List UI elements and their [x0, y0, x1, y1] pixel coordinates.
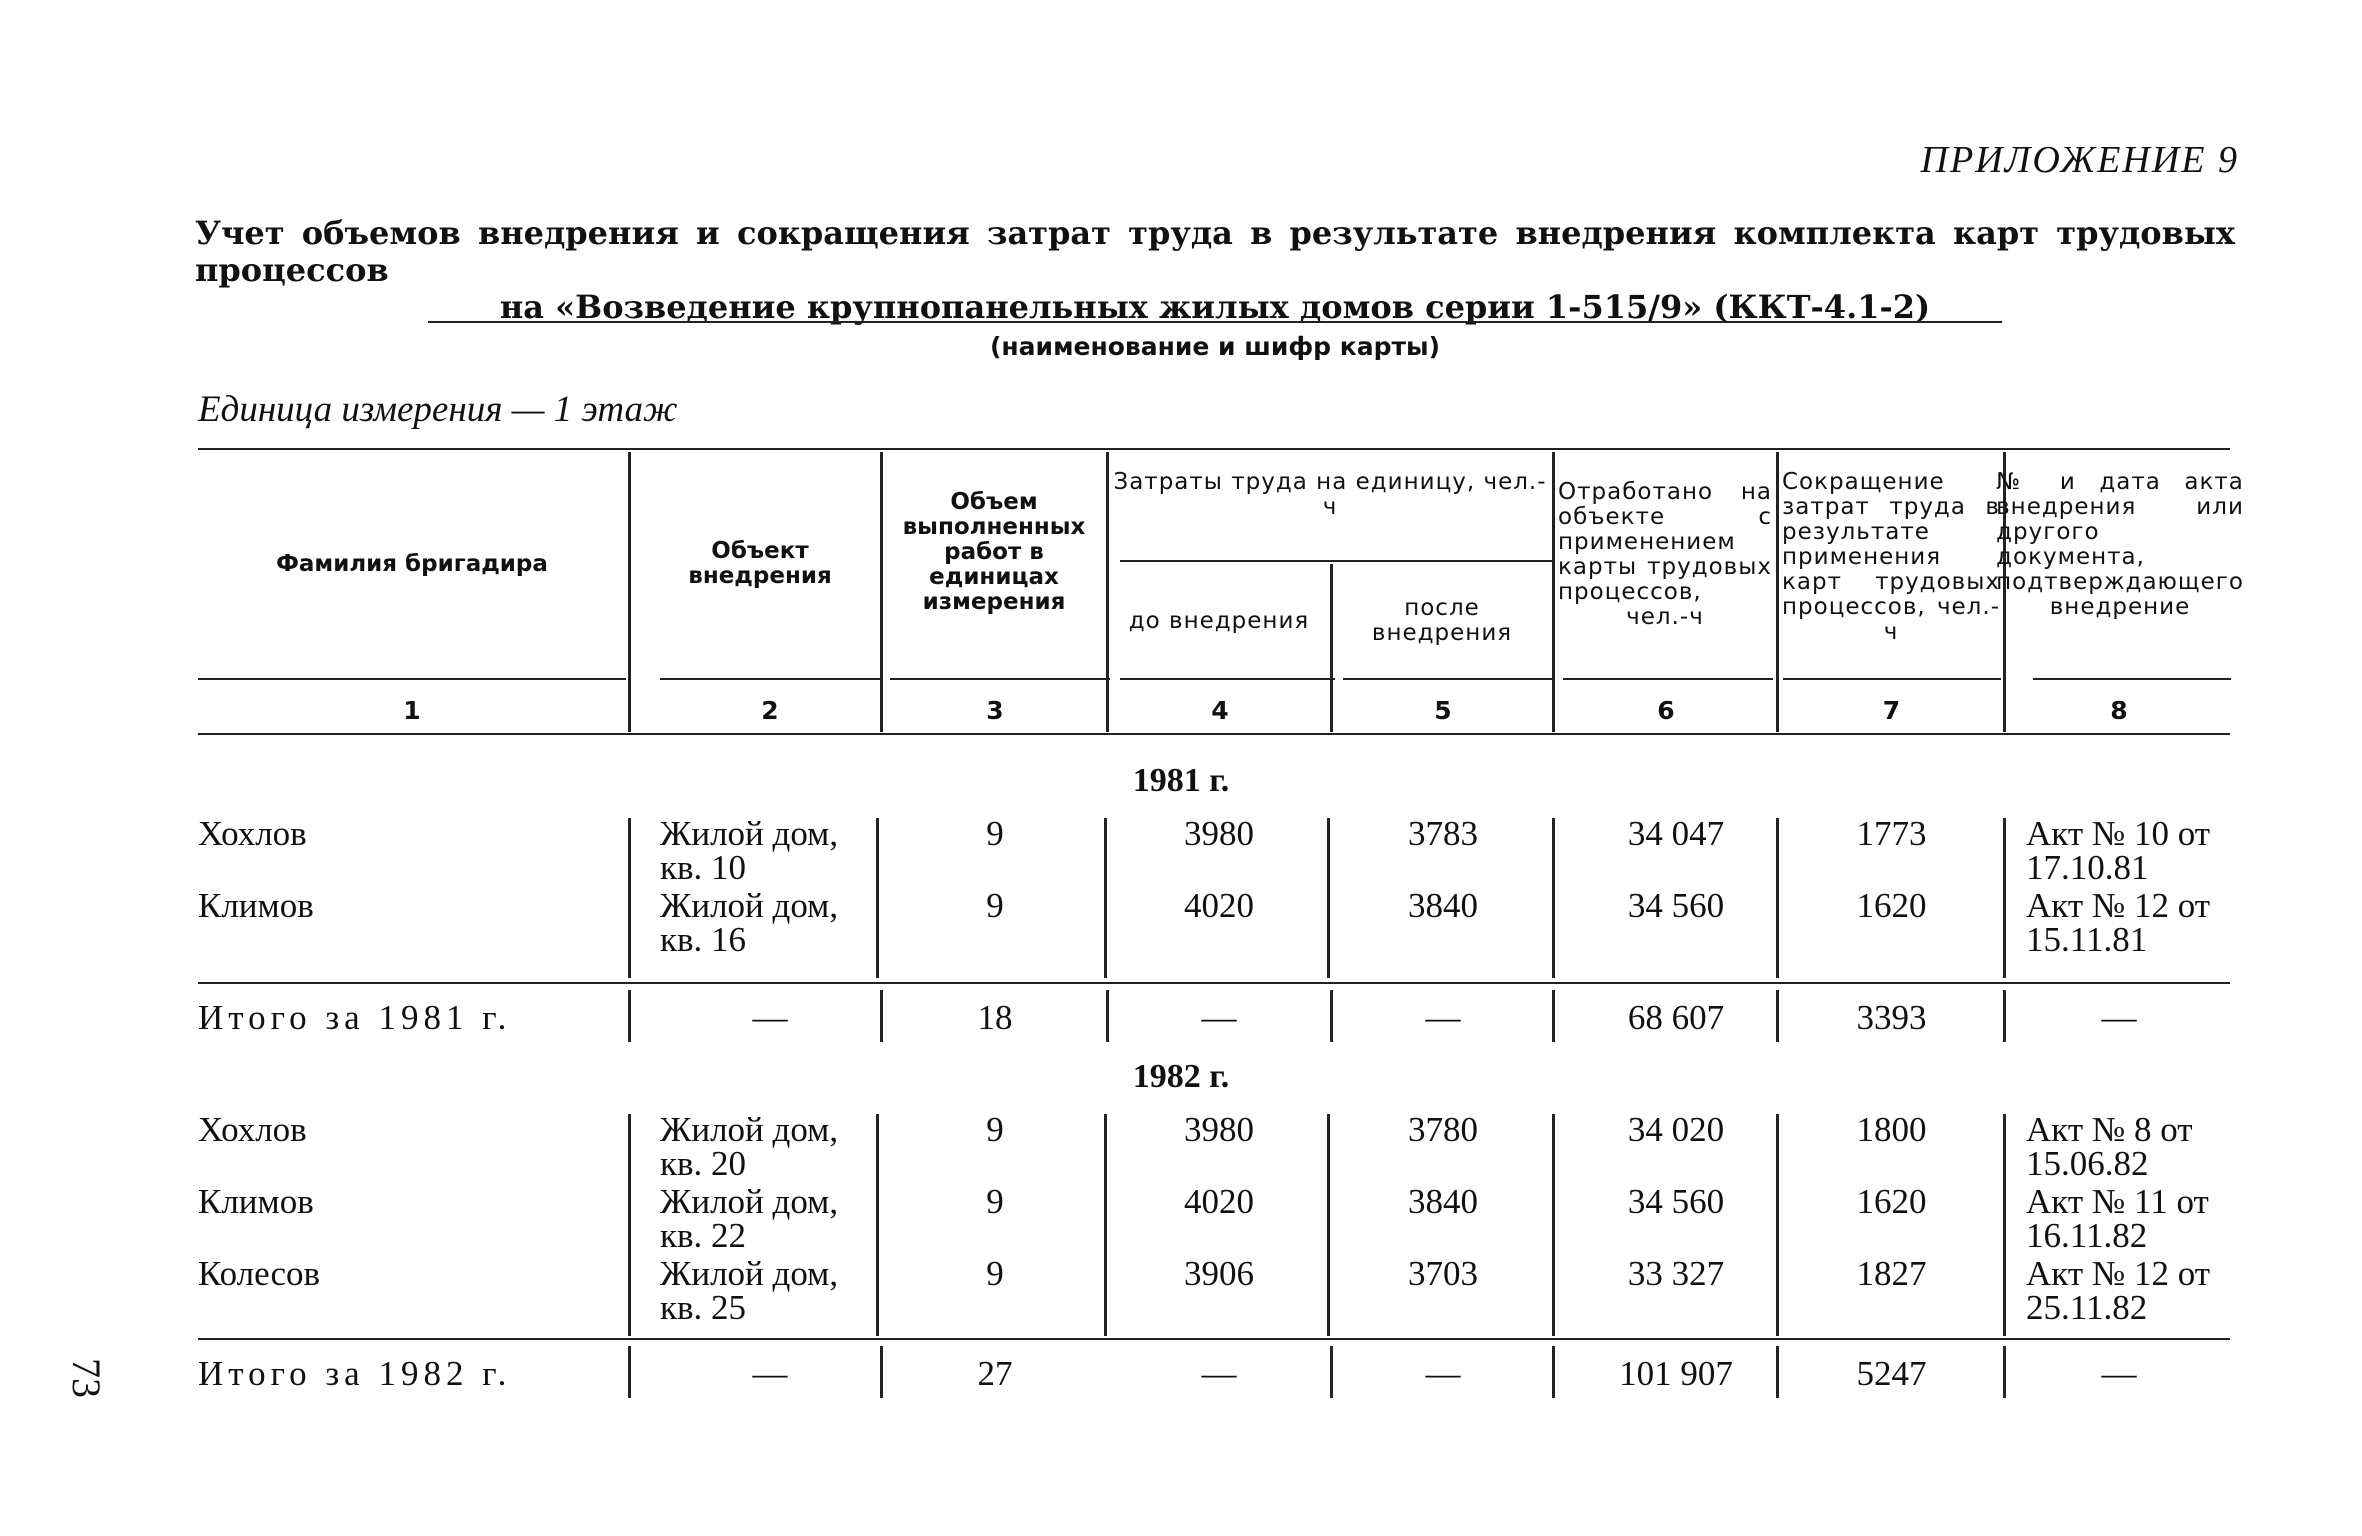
card-name-caption: (наименование и шифр карты) — [989, 332, 1440, 361]
object-line-1: Жилой дом, — [660, 1182, 839, 1221]
worked-value: 34 560 — [1627, 886, 1725, 925]
year-heading: 1981 г. — [1132, 762, 1230, 799]
header-after: после внедрения — [1371, 595, 1513, 646]
header-divider-2 — [880, 452, 883, 732]
page-number: 73 — [64, 1358, 109, 1398]
reduction-value: 1827 — [1856, 1254, 1927, 1293]
act-line-2: 15.06.82 — [2026, 1144, 2149, 1183]
act-line-1: Акт № 11 от — [2026, 1182, 2209, 1221]
total-act: — — [2101, 1354, 2137, 1393]
unit-of-measure: Единица измерения — 1 этаж — [198, 389, 678, 430]
card-name-underline — [428, 321, 2002, 323]
total-divider — [1330, 990, 1333, 1042]
reduction-value: 1800 — [1856, 1110, 1927, 1149]
header-divider-4 — [1330, 564, 1333, 732]
header-divider-6 — [1776, 452, 1779, 732]
header-divider-3 — [1106, 452, 1109, 732]
header-underline-col6 — [1563, 678, 1773, 680]
object-line-1: Жилой дом, — [660, 1110, 839, 1149]
after-value: 3840 — [1408, 886, 1478, 925]
header-underline-col4 — [1120, 678, 1335, 680]
total-label: Итого за 1981 г. — [198, 998, 512, 1037]
header-reduction: Сокращение затрат труда в результате применения карт трудовых процессов, чел.-ч — [1782, 469, 2000, 645]
object-line-2: кв. 25 — [660, 1288, 747, 1327]
foreman-name: Климов — [198, 1182, 314, 1221]
header-worked: Отработано на объекте с применением карты трудовых процессов, чел.-ч — [1558, 479, 1772, 630]
act-line-2: 15.11.81 — [2026, 920, 2148, 959]
body-divider — [2003, 818, 2006, 978]
body-divider — [876, 818, 879, 978]
column-number: 4 — [1211, 696, 1229, 725]
body-divider — [628, 1114, 631, 1336]
reduction-value: 1620 — [1856, 886, 1927, 925]
object-line-2: кв. 16 — [660, 920, 747, 959]
total-object: — — [752, 1354, 788, 1393]
table-top-rule — [198, 448, 2230, 450]
document-title — [195, 215, 2235, 326]
title-line-1: Учет объемов внедрения и сокращения затрат труда в результате внедрения комплекта карт трудовых процессов — [195, 214, 2235, 289]
act-line-1: Акт № 10 от — [2026, 814, 2211, 853]
total-divider — [628, 990, 631, 1042]
total-divider — [1330, 1346, 1333, 1398]
header-act: № и дата акта внедрения или другого документа, подтверждающего внедрение — [1996, 469, 2244, 620]
total-worked: 68 607 — [1627, 998, 1725, 1037]
header-underline-col7 — [1783, 678, 2001, 680]
foreman-name: Хохлов — [198, 1110, 307, 1149]
total-divider — [1552, 1346, 1555, 1398]
body-divider — [876, 1114, 879, 1336]
total-volume: 27 — [977, 1354, 1013, 1393]
total-divider — [628, 1346, 631, 1398]
before-value: 3980 — [1184, 814, 1254, 853]
year-heading: 1982 г. — [1132, 1058, 1230, 1095]
total-divider — [1552, 990, 1555, 1042]
column-number: 5 — [1434, 696, 1452, 725]
total-worked: 101 907 — [1619, 1354, 1733, 1393]
act-line-1: Акт № 8 от — [2026, 1110, 2193, 1149]
body-divider — [628, 818, 631, 978]
total-object: — — [752, 998, 788, 1037]
subtotal-rule — [198, 1338, 2230, 1340]
after-value: 3840 — [1408, 1182, 1478, 1221]
total-reduction: 5247 — [1856, 1354, 1927, 1393]
header-foreman: Фамилия бригадира — [276, 550, 548, 577]
foreman-name: Хохлов — [198, 814, 307, 853]
total-after: — — [1425, 998, 1461, 1037]
total-before: — — [1201, 998, 1237, 1037]
column-number: 3 — [986, 696, 1004, 725]
reduction-value: 1620 — [1856, 1182, 1927, 1221]
total-divider — [2003, 990, 2006, 1042]
total-label: Итого за 1982 г. — [198, 1354, 512, 1393]
worked-value: 33 327 — [1627, 1254, 1725, 1293]
header-underline-col2 — [660, 678, 880, 680]
before-value: 3980 — [1184, 1110, 1254, 1149]
header-volume: Объем выполненных работ в единицах измерения — [902, 489, 1086, 615]
volume-value: 9 — [986, 886, 1004, 925]
body-divider — [1552, 818, 1555, 978]
object-line-1: Жилой дом, — [660, 814, 839, 853]
volume-value: 9 — [986, 1254, 1004, 1293]
foreman-name: Колесов — [198, 1254, 321, 1293]
group-header-rule — [1120, 560, 1552, 562]
header-underline-col3 — [890, 678, 1110, 680]
total-divider — [1106, 990, 1109, 1042]
after-value: 3780 — [1408, 1110, 1478, 1149]
total-act: — — [2101, 998, 2137, 1037]
total-divider — [880, 990, 883, 1042]
object-line-1: Жилой дом, — [660, 1254, 839, 1293]
act-line-2: 16.11.82 — [2026, 1216, 2148, 1255]
before-value: 4020 — [1184, 886, 1254, 925]
header-underline-col5 — [1343, 678, 1553, 680]
total-divider — [880, 1346, 883, 1398]
act-line-2: 17.10.81 — [2026, 848, 2149, 887]
worked-value: 34 020 — [1627, 1110, 1725, 1149]
body-divider — [2003, 1114, 2006, 1336]
total-volume: 18 — [977, 998, 1013, 1037]
total-after: — — [1425, 1354, 1461, 1393]
after-value: 3703 — [1408, 1254, 1478, 1293]
reduction-value: 1773 — [1856, 814, 1927, 853]
before-value: 4020 — [1184, 1182, 1254, 1221]
volume-value: 9 — [986, 814, 1004, 853]
header-labor-cost-group: Затраты труда на единицу, чел.-ч — [1113, 469, 1547, 520]
header-underline-col8 — [2033, 678, 2231, 680]
header-before: до внедрения — [1128, 607, 1310, 634]
object-line-2: кв. 10 — [660, 848, 747, 887]
volume-value: 9 — [986, 1182, 1004, 1221]
subtotal-rule — [198, 982, 2230, 984]
appendix-label: ПРИЛОЖЕНИЕ 9 — [1920, 139, 2239, 181]
total-before: — — [1201, 1354, 1237, 1393]
header-divider-1 — [628, 452, 631, 732]
column-number: 2 — [761, 696, 779, 725]
act-line-1: Акт № 12 от — [2026, 1254, 2211, 1293]
column-number: 1 — [403, 696, 421, 725]
act-line-1: Акт № 12 от — [2026, 886, 2211, 925]
total-divider — [2003, 1346, 2006, 1398]
header-object: Объект внедрения — [688, 538, 832, 589]
column-number: 8 — [2110, 696, 2128, 725]
header-underline-col1 — [198, 678, 626, 680]
total-reduction: 3393 — [1856, 998, 1927, 1037]
object-line-2: кв. 20 — [660, 1144, 747, 1183]
after-value: 3783 — [1408, 814, 1478, 853]
worked-value: 34 560 — [1627, 1182, 1725, 1221]
header-bottom-rule — [198, 733, 2230, 735]
body-divider — [1552, 1114, 1555, 1336]
title-line-2: на «Возведение крупнопанельных жилых домов серии 1-515/9» (ККТ-4.1-2) — [499, 288, 1931, 326]
object-line-2: кв. 22 — [660, 1216, 747, 1255]
header-divider-5 — [1552, 452, 1555, 732]
column-number: 6 — [1657, 696, 1675, 725]
act-line-2: 25.11.82 — [2026, 1288, 2148, 1327]
column-number: 7 — [1882, 696, 1901, 725]
worked-value: 34 047 — [1627, 814, 1725, 853]
foreman-name: Климов — [198, 886, 314, 925]
before-value: 3906 — [1184, 1254, 1254, 1293]
volume-value: 9 — [986, 1110, 1004, 1149]
object-line-1: Жилой дом, — [660, 886, 839, 925]
